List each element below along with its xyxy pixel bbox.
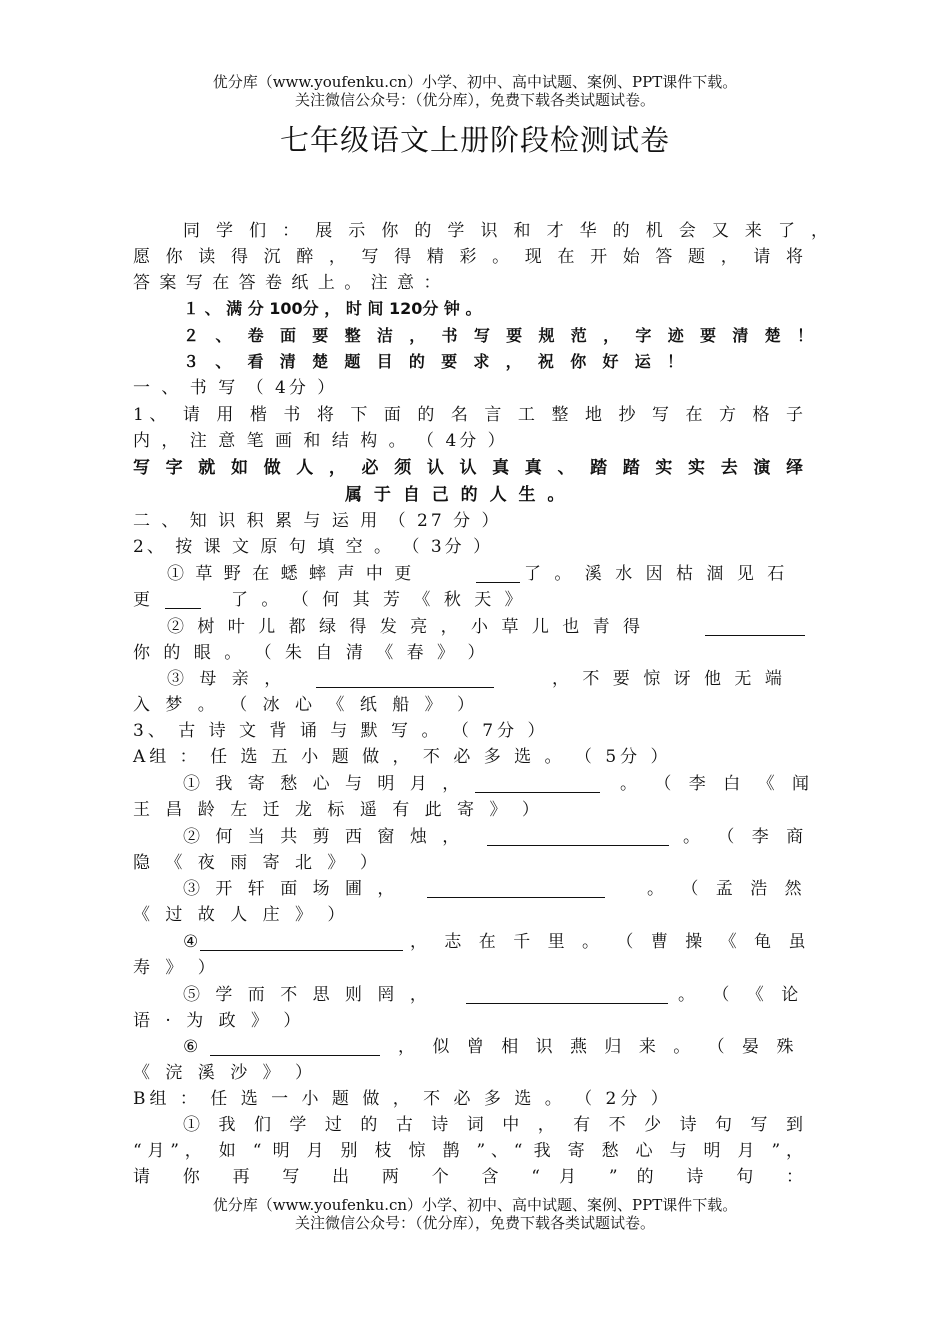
a4-part-a: ④ xyxy=(183,932,199,952)
group-a-heading: A组 ： 任 选 五 小 题 做 ， 不 必 多 选 。 （ 5分 ） xyxy=(133,747,672,767)
group-b-heading: B组 ： 任 选 一 小 题 做 ， 不 必 多 选 。 （ 2分 ） xyxy=(133,1089,672,1109)
rule-2: ２ 、 卷 面 要 整 洁 ， 书 写 要 规 范 ， 字 迹 要 清 楚 ！ xyxy=(183,326,813,345)
a1-blank[interactable] xyxy=(475,776,600,793)
section-2-heading: 二 、 知 识 积 累 与 运 用 （ 27 分 ） xyxy=(133,511,502,531)
b1-line-1: ① 我 们 学 过 的 古 诗 词 中 ， 有 不 少 诗 句 写 到 xyxy=(183,1115,803,1135)
a5-part-a: ⑤ 学 而 不 思 则 罔 ， xyxy=(183,985,432,1005)
a4-blank[interactable] xyxy=(200,934,403,951)
intro-line-2: 愿 你 读 得 沉 醉 ， 写 得 精 彩 。 现 在 开 始 答 题 ， 请 将 xyxy=(133,247,803,267)
a5-blank[interactable] xyxy=(466,987,668,1004)
question-1-line-1: 1、 请 用 楷 书 将 下 面 的 名 言 工 整 地 抄 写 在 方 格 子 xyxy=(133,405,803,425)
question-1-line-2: 内 ， 注 意 笔 画 和 结 构 。 （ 4分 ） xyxy=(133,431,508,451)
section-1-heading: 一 、 书 写 （ 4分 ） xyxy=(133,378,338,398)
a3-part-c: 《 过 故 人 庄 》 ） xyxy=(133,905,350,925)
rule-3: ３ 、 看 清 楚 题 目 的 要 求 ， 祝 你 好 运 ！ xyxy=(183,352,683,371)
b1-line-2: “月”， 如 “ 明 月 别 枝 惊 鹊 ”、“ 我 寄 愁 心 与 明 月 ”， xyxy=(133,1141,803,1161)
quote-line-1: 写 字 就 如 做 人 ， 必 须 认 认 真 真 、 踏 踏 实 实 去 演 绎 xyxy=(133,458,803,478)
q2-1-part-d: 了 。 （ 何 其 芳 《 秋 天 》 xyxy=(231,590,526,610)
q2-2-part-b: 你 的 眼 。 （ 朱 自 清 《 春 》 ） xyxy=(133,643,489,663)
a4-part-b: ， 志 在 千 里 。 （ 曹 操 《 龟 虽 xyxy=(410,932,812,952)
a2-blank[interactable] xyxy=(487,829,669,846)
intro-line-1: 同 学 们 ： 展 示 你 的 学 识 和 才 华 的 机 会 又 来 了 ， xyxy=(183,221,828,241)
a5-part-c: 语 · 为 政 》 ） xyxy=(133,1011,306,1031)
q2-3-part-b: ， 不 要 惊 讶 他 无 端 xyxy=(552,669,786,689)
a6-part-b: ， 似 曾 相 识 燕 归 来 。 （ 晏 殊 xyxy=(398,1037,800,1057)
a1-part-c: 王 昌 龄 左 迁 龙 标 遥 有 此 寄 》 ） xyxy=(133,800,544,820)
a1-part-b: 。 （ 李 白 《 闻 xyxy=(620,774,816,794)
footer-line-2: 关注微信公众号：（优分库），免费下载各类试题试卷。 xyxy=(294,1214,655,1232)
a3-part-a: ③ 开 轩 面 场 圃 ， xyxy=(183,879,400,899)
a2-part-c: 隐 《 夜 雨 寄 北 》 ） xyxy=(133,853,382,873)
q2-2-blank[interactable] xyxy=(705,619,805,636)
page-title: 七年级语文上册阶段检测试卷 xyxy=(279,123,670,157)
a2-part-a: ② 何 当 共 剪 西 窗 烛 ， xyxy=(183,827,465,847)
q2-1-part-b: 了 。 溪 水 因 枯 涸 见 石 xyxy=(524,564,789,584)
q2-3-part-c: 入 梦 。 （ 冰 心 《 纸 船 》 ） xyxy=(133,695,480,715)
quote-line-2: 属 于 自 己 的 人 生 。 xyxy=(345,485,568,505)
a3-part-b: 。 （ 孟 浩 然 xyxy=(647,879,808,899)
a2-part-b: 。 （ 李 商 xyxy=(683,827,810,847)
q2-1-part-c: 更 xyxy=(133,590,150,610)
q2-3-part-a: ③ 母 亲 ， xyxy=(167,669,287,689)
question-3: 3、 古 诗 文 背 诵 与 默 写 。 （ 7分 ） xyxy=(133,721,549,741)
q2-3-blank[interactable] xyxy=(316,671,494,688)
a6-part-c: 《 浣 溪 沙 》 ） xyxy=(133,1063,318,1083)
a6-blank[interactable] xyxy=(210,1039,380,1056)
a5-part-b: 。 （ 《 论 xyxy=(678,985,805,1005)
q2-1-blank-1[interactable] xyxy=(476,566,520,583)
header-line-1: 优分库（www.youfenku.cn）小学、初中、高中试题、案例、PPT课件下载。 xyxy=(212,73,738,91)
b1-line-3: 请 你 再 写 出 两 个 含 “ 月 ” 的 诗 句 ： xyxy=(133,1167,803,1187)
a3-blank[interactable] xyxy=(427,881,605,898)
a1-part-a: ① 我 寄 愁 心 与 明 月 ， xyxy=(183,774,465,794)
a4-part-c: 寿 》 ） xyxy=(133,958,220,978)
a6-part-a: ⑥ xyxy=(183,1037,199,1057)
intro-line-3: 答 案 写 在 答 卷 纸 上 。 注 意 ： xyxy=(133,273,443,293)
q2-1-blank-2[interactable] xyxy=(165,592,201,609)
rule-1: １ 、 满 分 100分 ， 时 间 120分 钟 。 xyxy=(183,299,482,318)
question-2: 2、 按 课 文 原 句 填 空 。 （ 3分 ） xyxy=(133,537,494,557)
footer-line-1: 优分库（www.youfenku.cn）小学、初中、高中试题、案例、PPT课件下载。 xyxy=(212,1196,738,1214)
q2-1-part-a: ① 草 野 在 蟋 蟀 声 中 更 xyxy=(167,564,415,584)
header-line-2: 关注微信公众号：（优分库），免费下载各类试题试卷。 xyxy=(294,91,655,109)
q2-2-part-a: ② 树 叶 儿 都 绿 得 发 亮 ， 小 草 儿 也 青 得 xyxy=(167,617,645,637)
